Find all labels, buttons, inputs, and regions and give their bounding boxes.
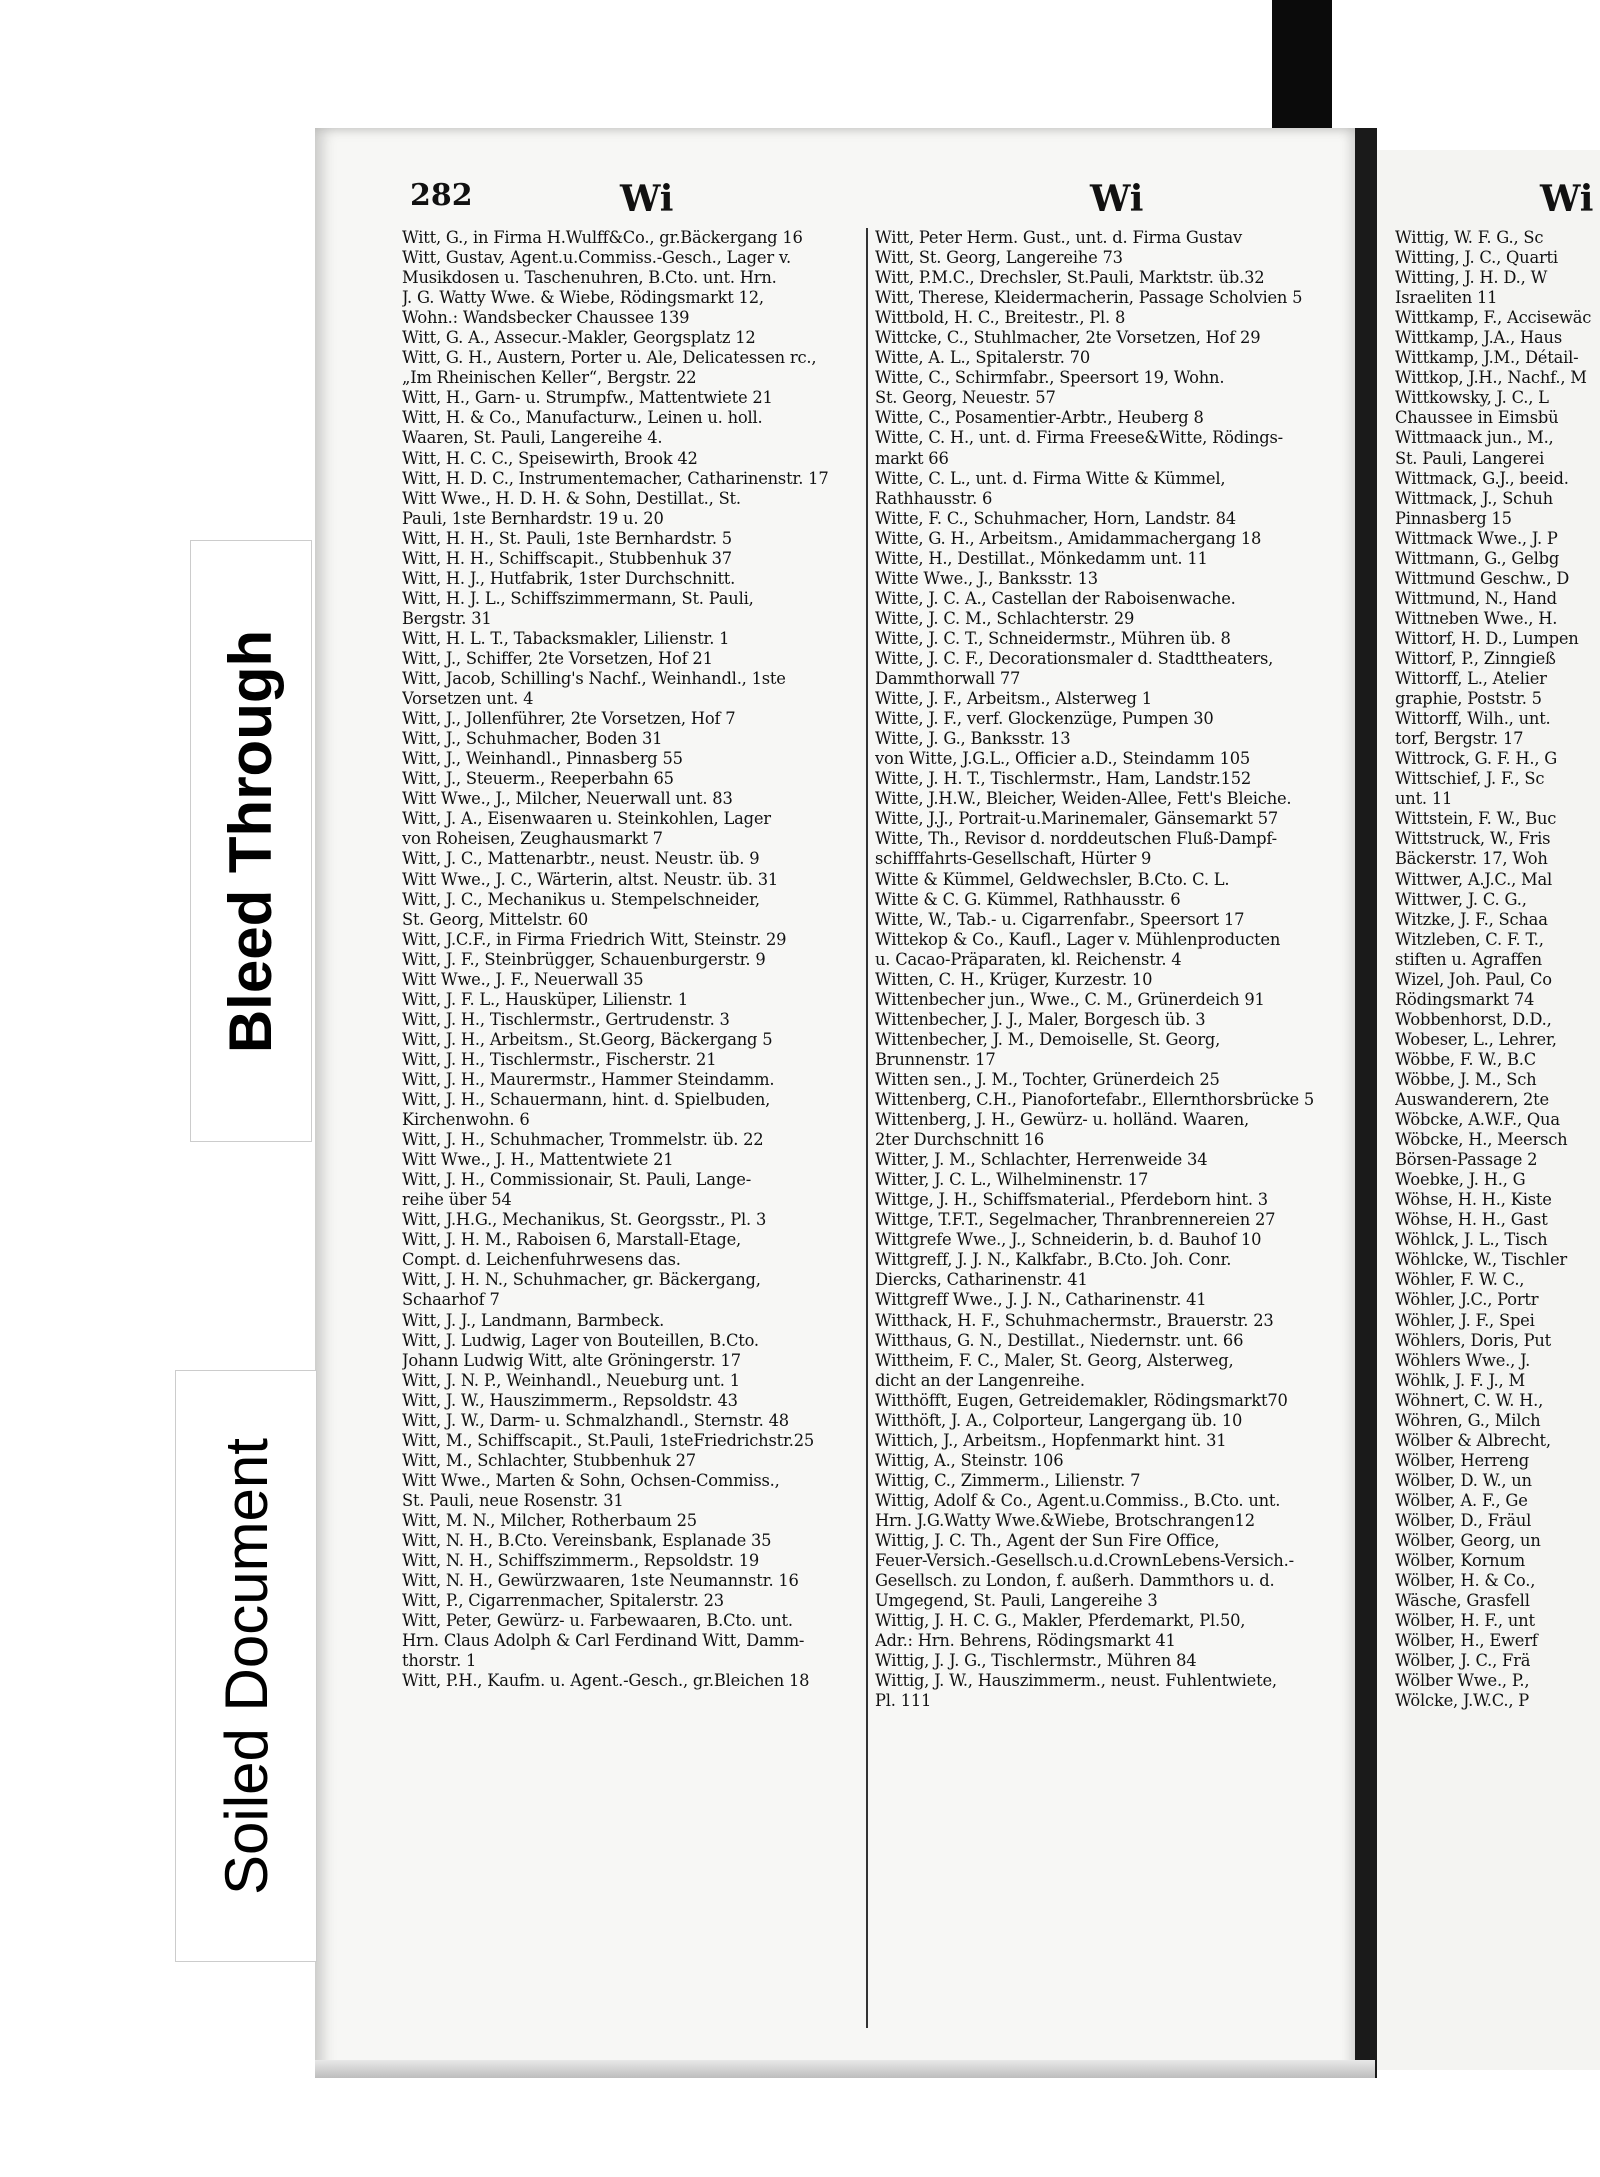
directory-entry-line: Witte, H., Destillat., Mönkedamm unt. 11 <box>875 548 1208 568</box>
directory-entry-line: Börsen-Passage 2 <box>1395 1150 1538 1170</box>
directory-entry-line: St. Pauli, neue Rosenstr. 31 <box>402 1490 624 1510</box>
directory-entry-line: Witt, J., Weinhandl., Pinnasberg 55 <box>402 749 683 769</box>
directory-entry-line: Witt, P.H., Kaufm. u. Agent.-Gesch., gr.Bleichen 18 <box>402 1671 810 1691</box>
directory-entry-line: Witt, J. H., Tischlermstr., Fischerstr. 21 <box>402 1049 717 1069</box>
directory-entry-line: Wittmund, N., Hand <box>1395 588 1557 608</box>
directory-entry-line: Witt, H. H., St. Pauli, 1ste Bernhardstr. 5 <box>402 528 732 548</box>
directory-entry-line: Wölber, Georg, un <box>1395 1531 1541 1551</box>
directory-column-next-page <box>1395 228 1600 1711</box>
directory-entry-line: Wittmaack jun., M., <box>1395 428 1554 448</box>
directory-entry-line: Witten, C. H., Krüger, Kurzestr. 10 <box>875 969 1153 989</box>
directory-entry-line: Wöhlers Wwe., J. <box>1395 1350 1531 1370</box>
directory-entry-line: Wöbcke, A.W.F., Qua <box>1395 1110 1560 1130</box>
directory-entry-line: Schaarhof 7 <box>402 1290 500 1310</box>
directory-entry-line: Witting, J. H. D., W <box>1395 268 1548 288</box>
directory-entry-line: Wittorf, P., Zinngieß <box>1395 648 1556 668</box>
directory-entry-line: reihe über 54 <box>402 1190 512 1210</box>
directory-entry-line: Witt, J. F., Steinbrügger, Schauenburgerstr. 9 <box>402 949 766 969</box>
directory-entry-line: Chaussee in Eimsbü <box>1395 408 1559 428</box>
directory-entry-line: Witte, J. F., verf. Glockenzüge, Pumpen 30 <box>875 709 1214 729</box>
directory-entry-line: Witthöfft, Eugen, Getreidemakler, Rödingsmarkt70 <box>875 1390 1288 1410</box>
soiled-document-label <box>175 1370 317 1962</box>
directory-entry-line: Wittmund Geschw., D <box>1395 568 1570 588</box>
directory-entry-line: Witt, St. Georg, Langereihe 73 <box>875 248 1123 268</box>
directory-entry-line: Wöhler, F. W. C., <box>1395 1270 1525 1290</box>
directory-entry-line: Wittstruck, W., Fris <box>1395 829 1551 849</box>
directory-entry-line: markt 66 <box>875 448 949 468</box>
directory-entry-line: Witzke, J. F., Schaa <box>1395 909 1548 929</box>
directory-entry-line: Witt Wwe., Marten & Sohn, Ochsen-Commiss., <box>402 1470 780 1490</box>
directory-entry-line: Hrn. Claus Adolph & Carl Ferdinand Witt, Damm- <box>402 1631 805 1651</box>
directory-entry-line: Witt, H. J., Hutfabrik, 1ster Durchschnitt. <box>402 568 736 588</box>
directory-entry-line: von Roheisen, Zeughausmarkt 7 <box>402 829 663 849</box>
directory-entry-line: Witzleben, C. F. T., <box>1395 929 1544 949</box>
directory-entry-line: Wölber Wwe., P., <box>1395 1671 1530 1691</box>
directory-entry-line: Diercks, Catharinenstr. 41 <box>875 1270 1088 1290</box>
directory-entry-line: Wöhlers, Doris, Put <box>1395 1330 1551 1350</box>
directory-entry-line: Witte, G. H., Arbeitsm., Amidammachergang 18 <box>875 528 1262 548</box>
directory-entry-line: dicht an der Langenreihe. <box>875 1370 1085 1390</box>
directory-entry-line: Witte, J. C. T., Schneidermstr., Mühren üb. 8 <box>875 628 1231 648</box>
directory-entry-line: Wizel, Joh. Paul, Co <box>1395 969 1552 989</box>
directory-entry-line: Witt, N. H., Schiffszimmerm., Repsoldstr. 19 <box>402 1551 760 1571</box>
directory-entry-line: Wittgreff, J. J. N., Kalkfabr., B.Cto. Joh. Conr. <box>875 1250 1232 1270</box>
directory-entry-line: Wittkamp, F., Accisewäc <box>1395 308 1592 328</box>
directory-entry-line: Witte, C., Schirmfabr., Speersort 19, Wohn. <box>875 368 1225 388</box>
directory-entry-line: Witt, J., Schiffer, 2te Vorsetzen, Hof 21 <box>402 648 713 668</box>
directory-entry-line: Wöhren, G., Milch <box>1395 1410 1541 1430</box>
directory-entry-line: Witt, J. N. P., Weinhandl., Neueburg unt. 1 <box>402 1370 740 1390</box>
directory-entry-line: Witt, H., Garn- u. Strumpfw., Mattentwiete 21 <box>402 388 773 408</box>
directory-entry-line: Witt, J. W., Hauszimmerm., Repsoldstr. 43 <box>402 1390 738 1410</box>
directory-entry-line: Witt Wwe., J. C., Wärterin, altst. Neustr. üb. 31 <box>402 869 779 889</box>
directory-entry-line: Witte, J. C. A., Castellan der Raboisenwache. <box>875 588 1236 608</box>
directory-entry-line: Witthack, H. F., Schuhmachermstr., Brauerstr. 23 <box>875 1310 1274 1330</box>
directory-entry-line: Witt, J. A., Eisenwaaren u. Steinkohlen, Lager <box>402 809 771 829</box>
directory-entry-line: Wäsche, Grasfell <box>1395 1591 1530 1611</box>
directory-entry-line: Pinnasberg 15 <box>1395 508 1512 528</box>
directory-entry-line: Bäckerstr. 17, Woh <box>1395 849 1548 869</box>
directory-entry-line: Witthöft, J. A., Colporteur, Langergang üb. 10 <box>875 1410 1243 1430</box>
directory-entry-line: Witt, H. J. L., Schiffszimmermann, St. Pauli, <box>402 588 754 608</box>
directory-entry-line: Wittig, J. W., Hauszimmerm., neust. Fuhlentwiete, <box>875 1671 1277 1691</box>
directory-entry-line: stiften u. Agraffen <box>1395 949 1542 969</box>
column-divider <box>866 228 868 2028</box>
directory-entry-line: Witt, N. H., B.Cto. Vereinsbank, Esplanade 35 <box>402 1531 772 1551</box>
directory-entry-line: Wölber, Herreng <box>1395 1450 1529 1470</box>
directory-entry-line: Wittmack, J., Schuh <box>1395 488 1553 508</box>
directory-entry-line: Wölber, H. F., unt <box>1395 1611 1535 1631</box>
directory-entry-line: Witte, J. H. T., Tischlermstr., Ham, Landstr.152 <box>875 769 1252 789</box>
directory-entry-line: Witte, J. F., Arbeitsm., Alsterweg 1 <box>875 689 1152 709</box>
directory-entry-line: Witt, G. H., Austern, Porter u. Ale, Delicatessen rc., <box>402 348 817 368</box>
directory-entry-line: Wittig, W. F. G., Sc <box>1395 228 1544 247</box>
directory-entry-line: Witt, J. H., Tischlermstr., Gertrudenstr. 3 <box>402 1009 730 1029</box>
directory-entry-line: Witt, Therese, Kleidermacherin, Passage Scholvien 5 <box>875 288 1303 308</box>
directory-entry-line: Wöbbe, J. M., Sch <box>1395 1069 1537 1089</box>
directory-entry-line: Witte, C. H., unt. d. Firma Freese&Witte, Rödings- <box>875 428 1283 448</box>
directory-entry-line: Witt, P.M.C., Drechsler, St.Pauli, Marktstr. üb.32 <box>875 268 1265 288</box>
directory-column-left <box>402 228 862 1691</box>
directory-entry-line: Witt, J. F. L., Hausküper, Lilienstr. 1 <box>402 989 689 1009</box>
directory-entry-line: „Im Rheinischen Keller“, Bergstr. 22 <box>402 368 697 388</box>
directory-entry-line: Vorsetzen unt. 4 <box>402 689 534 709</box>
directory-entry-line: Witt, J. H., Arbeitsm., St.Georg, Bäckergang 5 <box>402 1029 773 1049</box>
directory-entry-line: Wittig, Adolf & Co., Agent.u.Commiss., B.Cto. unt. <box>875 1490 1281 1510</box>
directory-entry-line: Witte, J.J., Portrait-u.Marinemaler, Gänsemarkt 57 <box>875 809 1279 829</box>
directory-entry-line: Witt Wwe., H. D. H. & Sohn, Destillat., St. <box>402 488 741 508</box>
directory-entry-line: Johann Ludwig Witt, alte Gröningerstr. 17 <box>402 1350 741 1370</box>
directory-entry-line: Witte, W., Tab.- u. Cigarrenfabr., Speersort 17 <box>875 909 1245 929</box>
directory-entry-line: St. Pauli, Langerei <box>1395 448 1545 468</box>
directory-entry-line: Wittkamp, J.A., Haus <box>1395 328 1562 348</box>
directory-entry-line: von Witte, J.G.L., Officier a.D., Steindamm 105 <box>875 749 1251 769</box>
directory-entry-line: Witt, Gustav, Agent.u.Commiss.-Gesch., Lager v. <box>402 248 791 268</box>
directory-entry-line: Rathhausstr. 6 <box>875 488 993 508</box>
directory-entry-line: Pauli, 1ste Bernhardstr. 19 u. 20 <box>402 508 664 528</box>
directory-entry-line: Wittig, J. H. C. G., Makler, Pferdemarkt, Pl.50, <box>875 1611 1246 1631</box>
directory-entry-line: Witt, J. H., Maurermstr., Hammer Steindamm. <box>402 1069 775 1089</box>
bleed-through-label <box>190 540 312 1142</box>
directory-entry-line: Witt, J. H., Schauermann, hint. d. Spielbuden, <box>402 1090 771 1110</box>
directory-entry-line: Wittwer, J. C. G., <box>1395 889 1527 909</box>
directory-entry-line: Dammthorwall 77 <box>875 669 1021 689</box>
directory-entry-line: Wobeser, L., Lehrer, <box>1395 1029 1557 1049</box>
directory-entry-line: Wöhler, J.C., Portr <box>1395 1290 1539 1310</box>
header-next-page: Wi <box>1540 178 1594 220</box>
scanner-background-top-right <box>1272 0 1332 145</box>
directory-entry-line: Witt, H. & Co., Manufacturw., Leinen u. holl. <box>402 408 763 428</box>
directory-entry-line: Compt. d. Leichenfuhrwesens das. <box>402 1250 681 1270</box>
directory-entry-line: Musikdosen u. Taschenuhren, B.Cto. unt. Hrn. <box>402 268 777 288</box>
directory-entry-line: Witte, C., Posamentier-Arbtr., Heuberg 8 <box>875 408 1204 428</box>
directory-entry-line: Witt, M. N., Milcher, Rotherbaum 25 <box>402 1511 697 1530</box>
directory-entry-line: Wittekop & Co., Kaufl., Lager v. Mühlenproducten <box>875 929 1281 949</box>
directory-entry-line: Witt Wwe., J., Milcher, Neuerwall unt. 83 <box>402 789 733 809</box>
directory-entry-line: Witte, A. L., Spitalerstr. 70 <box>875 348 1090 368</box>
directory-column-right <box>875 228 1335 1711</box>
directory-entry-line: Wittorff, L., Atelier <box>1395 669 1547 689</box>
directory-entry-line: Wittmack, G.J., beeid. <box>1395 468 1569 488</box>
directory-entry-line: Wittschief, J. F., Sc <box>1395 769 1545 789</box>
directory-entry-line: Witt, J. C., Mattenarbtr., neust. Neustr. üb. 9 <box>402 849 760 869</box>
directory-entry-line: Witte, C. L., unt. d. Firma Witte & Kümmel, <box>875 468 1226 488</box>
directory-entry-line: Wittneben Wwe., H. <box>1395 608 1558 628</box>
directory-entry-line: Wittwer, A.J.C., Mal <box>1395 869 1553 889</box>
directory-entry-line: Wittorf, H. D., Lumpen <box>1395 628 1579 648</box>
directory-entry-line: J. G. Watty Wwe. & Wiebe, Rödingsmarkt 12, <box>402 288 764 308</box>
directory-entry-line: Israeliten 11 <box>1395 288 1498 308</box>
directory-entry-line: Bergstr. 31 <box>402 608 492 628</box>
directory-entry-line: Wittig, J. J. G., Tischlermstr., Mühren 84 <box>875 1651 1197 1671</box>
directory-entry-line: Witt, Peter, Gewürz- u. Farbewaaren, B.Cto. unt. <box>402 1611 793 1631</box>
directory-entry-line: Wittig, J. C. Th., Agent der Sun Fire Office, <box>875 1531 1220 1551</box>
directory-entry-line: Witt, J.H.G., Mechanikus, St. Georgsstr., Pl. 3 <box>402 1210 767 1230</box>
directory-entry-line: Wöhse, H. H., Gast <box>1395 1210 1548 1230</box>
directory-entry-line: thorstr. 1 <box>402 1651 477 1671</box>
header-right: Wi <box>1090 178 1144 220</box>
directory-entry-line: Witt, M., Schiffscapit., St.Pauli, 1steFriedrichstr.25 <box>402 1430 815 1450</box>
directory-entry-line: Witte, F. C., Schuhmacher, Horn, Landstr. 84 <box>875 508 1236 528</box>
directory-entry-line: Witt, Jacob, Schilling's Nachf., Weinhandl., 1ste <box>402 669 786 689</box>
directory-entry-line: Witte, J.H.W., Bleicher, Weiden-Allee, Fett's Bleiche. <box>875 789 1292 809</box>
directory-entry-line: Witt, G., in Firma H.Wulff&Co., gr.Bäckergang 16 <box>402 228 803 247</box>
directory-entry-line: Wittenberg, J. H., Gewürz- u. holländ. Waaren, <box>875 1110 1250 1130</box>
directory-entry-line: Wölber & Albrecht, <box>1395 1430 1551 1450</box>
directory-entry-line: Witt, J., Schuhmacher, Boden 31 <box>402 729 663 749</box>
directory-entry-line: Wölber, D. W., un <box>1395 1470 1532 1490</box>
directory-entry-line: Wittmann, G., Gelbg <box>1395 548 1560 568</box>
directory-entry-line: Witte, J. G., Banksstr. 13 <box>875 729 1071 749</box>
directory-entry-line: Woebke, J. H., G <box>1395 1170 1526 1190</box>
directory-entry-line: Wöbcke, H., Meersch <box>1395 1130 1568 1150</box>
directory-entry-line: Witte, Th., Revisor d. norddeutschen Fluß-Dampf- <box>875 829 1277 849</box>
directory-entry-line: Brunnenstr. 17 <box>875 1049 996 1069</box>
directory-entry-line: Wöhlk, J. F. J., M <box>1395 1370 1525 1390</box>
directory-entry-line: Witten sen., J. M., Tochter, Grünerdeich 25 <box>875 1069 1220 1089</box>
directory-entry-line: Hrn. J.G.Watty Wwe.&Wiebe, Brotschrangen12 <box>875 1511 1255 1530</box>
directory-entry-line: Wittrock, G. F. H., G <box>1395 749 1558 769</box>
directory-entry-line: St. Georg, Neuestr. 57 <box>875 388 1056 408</box>
directory-entry-line: Wittstein, F. W., Buc <box>1395 809 1557 829</box>
directory-entry-line: Witthaus, G. N., Destillat., Niedernstr. unt. 66 <box>875 1330 1244 1350</box>
directory-entry-line: Witt, J. H., Schuhmacher, Trommelstr. üb. 22 <box>402 1130 764 1150</box>
directory-entry-line: torf, Bergstr. 17 <box>1395 729 1524 749</box>
directory-entry-line: Witt, J., Jollenführer, 2te Vorsetzen, Hof 7 <box>402 709 736 729</box>
bleed-through-text: Bleed Through <box>217 629 285 1053</box>
directory-entry-line: Wittgreff Wwe., J. J. N., Catharinenstr. 41 <box>875 1290 1207 1310</box>
directory-entry-line: Witt, H. C. C., Speisewirth, Brook 42 <box>402 448 698 468</box>
directory-entry-line: Adr.: Hrn. Behrens, Rödingsmarkt 41 <box>875 1631 1176 1651</box>
directory-entry-line: Witt, M., Schlachter, Stubbenhuk 27 <box>402 1450 696 1470</box>
directory-entry-line: Wölber, D., Fräul <box>1395 1511 1532 1530</box>
directory-entry-line: Wittorff, Wilh., unt. <box>1395 709 1551 729</box>
directory-entry-line: Witt Wwe., J. F., Neuerwall 35 <box>402 969 644 989</box>
book-gutter <box>1355 128 1377 2078</box>
directory-entry-line: Wittkamp, J.M., Détail- <box>1395 348 1579 368</box>
directory-entry-line: Witt, J. J., Landmann, Barmbeck. <box>402 1310 665 1330</box>
directory-entry-line: Witt, H. D. C., Instrumentemacher, Catharinenstr. 17 <box>402 468 829 488</box>
directory-entry-line: Witt Wwe., J. H., Mattentwiete 21 <box>402 1150 674 1170</box>
directory-entry-line: Wittge, J. H., Schiffsmaterial., Pferdeborn hint. 3 <box>875 1190 1268 1210</box>
directory-entry-line: Wittig, A., Steinstr. 106 <box>875 1450 1064 1470</box>
directory-entry-line: Gesellsch. zu London, f. außerh. Dammthors u. d. <box>875 1571 1275 1591</box>
directory-entry-line: Rödingsmarkt 74 <box>1395 989 1535 1009</box>
directory-entry-line: Wittenbecher, J. J., Maler, Borgesch üb. 3 <box>875 1009 1206 1029</box>
directory-entry-line: Witt, J. H. N., Schuhmacher, gr. Bäckergang, <box>402 1270 761 1290</box>
directory-entry-line: Witter, J. C. L., Wilhelminenstr. 17 <box>875 1170 1149 1190</box>
directory-entry-line: Wittmack Wwe., J. P <box>1395 528 1558 548</box>
directory-entry-line: Pl. 111 <box>875 1691 932 1711</box>
directory-entry-line: Wittge, T.F.T., Segelmacher, Thranbrennereien 27 <box>875 1210 1276 1230</box>
directory-entry-line: Wittgrefe Wwe., J., Schneiderin, b. d. Bauhof 10 <box>875 1230 1262 1250</box>
directory-entry-line: Wölber, Kornum <box>1395 1551 1525 1571</box>
directory-entry-line: Witt, J. H., Commissionair, St. Pauli, Lange- <box>402 1170 752 1190</box>
directory-entry-line: Wöhnert, C. W. H., <box>1395 1390 1544 1410</box>
directory-entry-line: Witt, N. H., Gewürzwaaren, 1ste Neumannstr. 16 <box>402 1571 799 1591</box>
directory-entry-line: 2ter Durchschnitt 16 <box>875 1130 1045 1150</box>
directory-entry-line: Wittig, C., Zimmerm., Lilienstr. 7 <box>875 1470 1141 1490</box>
directory-entry-line: Witte, J. C. M., Schlachterstr. 29 <box>875 608 1135 628</box>
directory-entry-line: Umgegend, St. Pauli, Langereihe 3 <box>875 1591 1158 1611</box>
page-bottom-shadow <box>315 2060 1375 2078</box>
directory-entry-line: Witt, G. A., Assecur.-Makler, Georgsplatz 12 <box>402 328 756 348</box>
directory-entry-line: Feuer-Versich.-Gesellsch.u.d.CrownLebens-Versich.- <box>875 1551 1294 1571</box>
directory-entry-line: Wobbenhorst, D.D., <box>1395 1009 1552 1029</box>
directory-entry-line: Witt, P., Cigarrenmacher, Spitalerstr. 23 <box>402 1591 724 1611</box>
directory-entry-line: Wittkowsky, J. C., L <box>1395 388 1549 408</box>
directory-entry-line: St. Georg, Mittelstr. 60 <box>402 909 589 929</box>
directory-entry-line: Witte Wwe., J., Banksstr. 13 <box>875 568 1098 588</box>
directory-entry-line: Witte & Kümmel, Geldwechsler, B.Cto. C. L. <box>875 869 1230 889</box>
directory-entry-line: Wöhse, H. H., Kiste <box>1395 1190 1552 1210</box>
directory-entry-line: Witt, H. H., Schiffscapit., Stubbenhuk 37 <box>402 548 732 568</box>
directory-entry-line: Witt, J. Ludwig, Lager von Bouteillen, B.Cto. <box>402 1330 759 1350</box>
directory-entry-line: Witt, J. W., Darm- u. Schmalzhandl., Sternstr. 48 <box>402 1410 789 1430</box>
directory-entry-line: Wöhler, J. F., Spei <box>1395 1310 1535 1330</box>
directory-entry-line: graphie, Poststr. 5 <box>1395 689 1542 709</box>
directory-entry-line: Wittenbecher jun., Wwe., C. M., Grünerdeich 91 <box>875 989 1265 1009</box>
directory-entry-line: Wittenberg, C.H., Pianofortefabr., Ellernthorsbrücke 5 <box>875 1090 1315 1110</box>
directory-entry-line: schifffahrts-Gesellschaft, Hürter 9 <box>875 849 1152 869</box>
directory-entry-line: Auswanderern, 2te <box>1395 1090 1549 1110</box>
directory-entry-line: Wittbold, H. C., Breitestr., Pl. 8 <box>875 308 1126 328</box>
directory-entry-line: Wittenbecher, J. M., Demoiselle, St. Georg, <box>875 1029 1221 1049</box>
directory-entry-line: Witt, Peter Herm. Gust., unt. d. Firma Gustav <box>875 228 1242 247</box>
directory-entry-line: u. Cacao-Präparaten, kl. Reichenstr. 4 <box>875 949 1182 969</box>
page-number: 282 <box>410 178 473 213</box>
directory-entry-line: Wölber, J. C., Frä <box>1395 1651 1531 1671</box>
directory-entry-line: Wölcke, J.W.C., P <box>1395 1691 1530 1711</box>
directory-entry-line: Wittich, J., Arbeitsm., Hopfenmarkt hint. 31 <box>875 1430 1227 1450</box>
directory-entry-line: Wölber, A. F., Ge <box>1395 1490 1528 1510</box>
directory-entry-line: Wöhlck, J. L., Tisch <box>1395 1230 1548 1250</box>
directory-entry-line: Wittcke, C., Stuhlmacher, 2te Vorsetzen, Hof 29 <box>875 328 1261 348</box>
directory-entry-line: Wittkop, J.H., Nachf., M <box>1395 368 1587 388</box>
directory-entry-line: Kirchenwohn. 6 <box>402 1110 530 1130</box>
directory-entry-line: Wöbbe, F. W., B.C <box>1395 1049 1536 1069</box>
directory-entry-line: Witt, J., Steuerm., Reeperbahn 65 <box>402 769 674 789</box>
directory-entry-line: Wölber, H., Ewerf <box>1395 1631 1538 1651</box>
directory-entry-line: Wöhlcke, W., Tischler <box>1395 1250 1567 1270</box>
header-left: Wi <box>620 178 674 220</box>
directory-entry-line: Witter, J. M., Schlachter, Herrenweide 34 <box>875 1150 1208 1170</box>
directory-entry-line: Witte, J. C. F., Decorationsmaler d. Stadttheaters, <box>875 648 1274 668</box>
directory-entry-line: Witt, J. C., Mechanikus u. Stempelschneider, <box>402 889 760 909</box>
directory-entry-line: unt. 11 <box>1395 789 1453 809</box>
directory-entry-line: Witte & C. G. Kümmel, Rathhausstr. 6 <box>875 889 1181 909</box>
directory-entry-line: Witt, J. H. M., Raboisen 6, Marstall-Etage, <box>402 1230 742 1250</box>
directory-entry-line: Waaren, St. Pauli, Langereihe 4. <box>402 428 663 448</box>
soiled-document-text: Soiled Document <box>212 1437 280 1895</box>
directory-entry-line: Witting, J. C., Quarti <box>1395 248 1558 268</box>
directory-entry-line: Witt, J.C.F., in Firma Friedrich Witt, Steinstr. 29 <box>402 929 787 949</box>
directory-entry-line: Wölber, H. & Co., <box>1395 1571 1536 1591</box>
directory-entry-line: Wittheim, F. C., Maler, St. Georg, Alsterweg, <box>875 1350 1234 1370</box>
directory-entry-line: Wohn.: Wandsbecker Chaussee 139 <box>402 308 690 328</box>
directory-entry-line: Witt, H. L. T., Tabacksmakler, Lilienstr. 1 <box>402 628 730 648</box>
